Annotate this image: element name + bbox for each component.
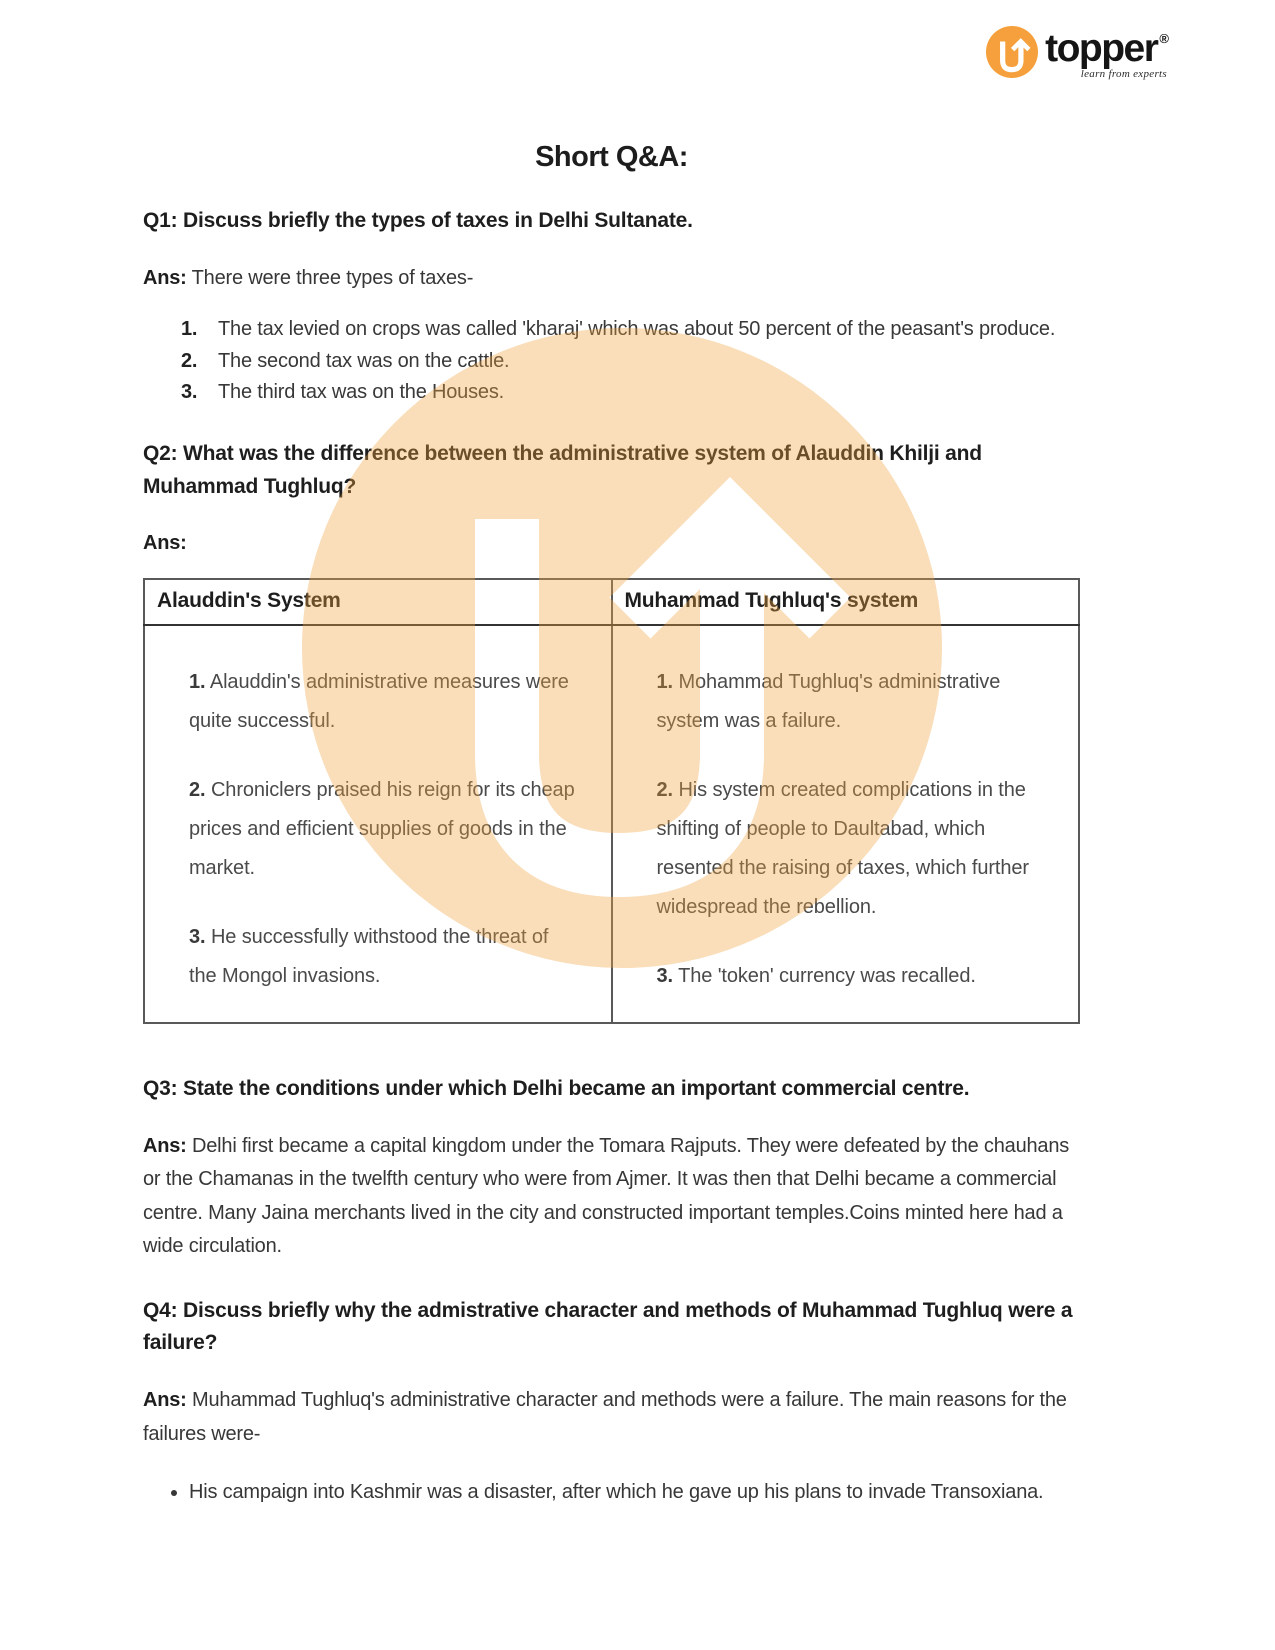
table-header-row [144,579,1079,625]
brand-logo [986,26,1167,80]
list-item [181,314,1080,344]
point-text: Chroniclers praised his reign for its cheap prices and efficient supplies of goods in the market. [189,779,575,879]
q3-question: Q3: State the conditions under which Delhi became an important commercial centre. [143,1077,970,1100]
registered-trademark-symbol: ® [1159,31,1169,46]
page-title: Short Q&A: [535,141,688,173]
point-text: His system created complications in the shifting of people to Daultabad, which resented the raising of taxes, which further widespread the rebellion. [656,779,1029,918]
q4-answer [143,1384,1080,1451]
q2-answer-label [143,527,1080,561]
table-header-tughluq: Muhammad Tughluq's system [612,579,1080,625]
q2-ans-label: Ans: [143,532,187,555]
document-content [143,0,1080,1508]
table-point [189,663,577,741]
brand-wordmark [1045,26,1167,72]
table-body-row [144,625,1079,1023]
q1-ans-label: Ans: [143,266,187,289]
utopper-u-arrow-icon [986,26,1038,78]
point-number: 3. [189,926,206,948]
bullet-item: • His campaign into Kashmir was a disaster, after which he gave up his plans to invade Transoxiana. [189,1476,1080,1508]
q3-ans-label: Ans: [143,1134,187,1157]
table-point [657,663,1045,741]
list-text: The tax levied on crops was called 'kharaj' which was about 50 percent of the peasant's produce. [218,318,1056,341]
table-point [657,771,1045,927]
point-text: The 'token' currency was recalled. [678,965,976,987]
brand-tagline: learn from experts [1080,68,1167,81]
brand-name: topper [1045,27,1158,70]
q4-answer-text: Muhammad Tughluq's administrative character and methods were a failure. The main reasons for the failures were- [143,1389,1067,1445]
q1-question: Q1: Discuss briefly the types of taxes in Delhi Sultanate. [143,209,693,232]
table-point [189,771,577,888]
q3-answer-text: Delhi first became a capital kingdom under the Tomara Rajputs. They were defeated by the chauhans or the Chamanas in the twelfth century who were from Ajmer. It was then that Delhi became a commercial centre. Many Jaina merchants lived in the city and constructed important temples.Coins minted here had a wide circulation. [143,1134,1070,1258]
table-header-alauddin: Alauddin's System [144,579,612,625]
q1-answer-list [143,314,1080,407]
point-number: 1. [656,671,673,693]
list-number: 2. [181,349,198,372]
point-number: 2. [656,779,673,801]
list-item [181,377,1080,407]
table-point [189,918,577,996]
table-cell-tughluq [612,625,1080,1023]
point-number: 3. [656,965,673,987]
list-text: The second tax was on the cattle. [218,349,510,372]
q1-answer-intro [143,262,1080,296]
q2-question: Q2: What was the difference between the administrative system of Alauddin Khilji and Muhammad Tughluq? [143,442,982,498]
list-item [181,346,1080,376]
q4-answer-bullets [143,1476,1080,1508]
point-text: Alauddin's administrative measures were quite successful. [189,671,569,732]
list-number: 3. [181,380,198,403]
brand-text [1045,26,1167,80]
comparison-table [143,578,1080,1024]
q4-ans-label: Ans: [143,1389,187,1412]
list-number: 1. [181,318,198,341]
table-point [657,957,1045,996]
q1-answer-text: There were three types of taxes- [191,266,474,289]
point-number: 2. [189,779,206,801]
q4-question: Q4: Discuss briefly why the admistrative character and methods of Muhammad Tughluq were a failure? [143,1298,1073,1355]
list-text: The third tax was on the Houses. [218,380,504,403]
point-number: 1. [189,671,206,693]
point-text: Mohammad Tughluq's administrative system was a failure. [656,671,1001,732]
point-text: He successfully withstood the threat of the Mongol invasions. [189,926,549,987]
q3-answer [143,1130,1080,1264]
table-cell-alauddin [144,625,612,1023]
